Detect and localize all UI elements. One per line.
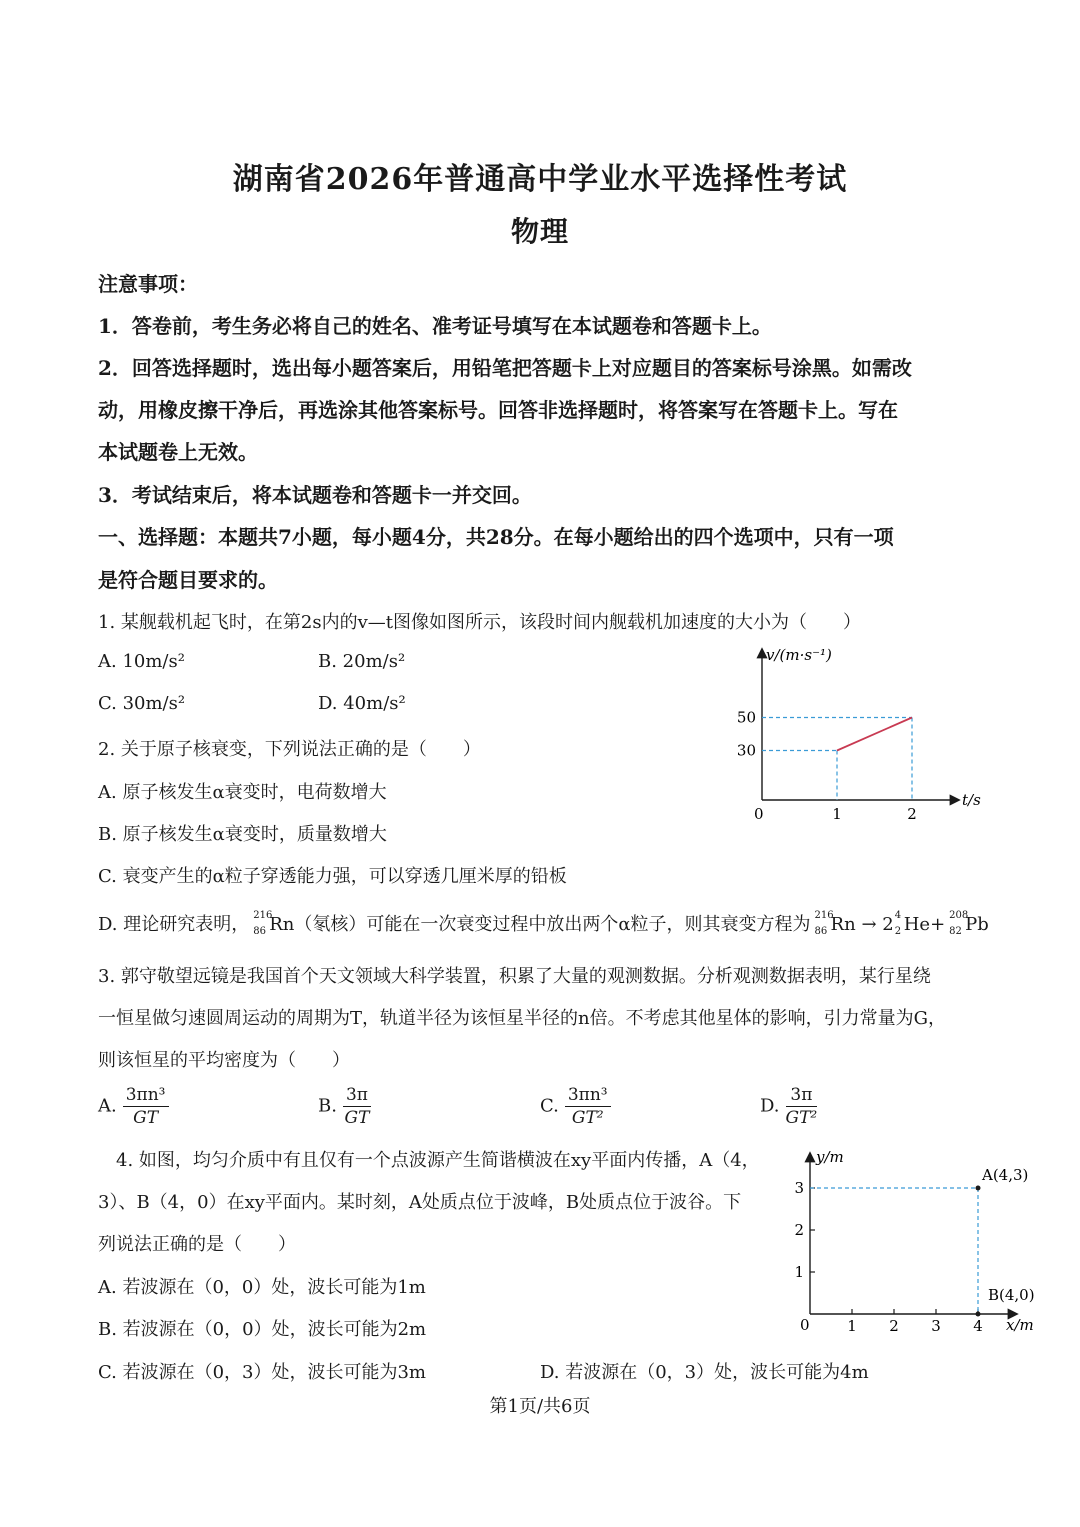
notice-item-1: 1．答卷前，考生务必将自己的姓名、准考证号填写在本试题卷和答题卡上。 [98,314,772,338]
q1-x-tick-1: 1 [832,805,842,823]
q4-x-tick-4: 4 [973,1317,983,1335]
plus-sign: + [930,914,946,935]
q3-line-3: 则该恒星的平均密度为（ ） [98,1050,350,1071]
notice-item-3: 3．考试结束后，将本试题卷和答题卡一并交回。 [98,483,532,507]
q3-option-a: A. $\frac{\text{3πn³}}{GT}$ [98,1084,169,1129]
lead-nuclide: 208 82 Pb [949,910,989,937]
q4-y-tick-1: 1 [794,1263,804,1281]
point-a-label: A(4,3) [982,1166,1029,1184]
alpha-coefficient: 2 [882,914,894,935]
q3-option-b: B. $\frac{3\pi}{GT}$ [318,1085,370,1128]
q3-option-c: C. $\frac{\text{3πn³}}{\text{GT²}}$ [540,1084,611,1129]
q3-option-d: D. $\frac{3\pi}{\text{GT²}}$ [760,1085,818,1128]
section-1-line-2: 是符合题目要求的。 [98,568,278,592]
notice-heading: 注意事项： [98,272,198,296]
q1-option-d: D. 40m/s² [318,693,406,714]
q2-option-d [98,910,989,936]
q4-x-tick-2: 2 [889,1317,899,1335]
q2-option-b: B. 原子核发生α衰变时，质量数增大 [98,824,387,845]
q4-origin: 0 [800,1316,810,1334]
q1-vt-segment [837,718,912,751]
q4-x-tick-1: 1 [847,1317,857,1335]
page-number: 第1页/共6页 [489,1396,591,1417]
decay-arrow: → [861,914,877,935]
q4-y-tick-3: 3 [794,1179,804,1197]
notice-item-2-line-1: 2．回答选择题时，选出每小题答案后，用铅笔把答题卡上对应题目的答案标号涂黑。如需改 [98,356,912,380]
q4-xy-graph [780,1140,1060,1340]
q4-option-b: B. 若波源在（0，0）处，波长可能为2m [98,1319,427,1340]
q4-line-1: 4. 如图，均匀介质中有且仅有一个点波源产生简谐横波在xy平面内传播，A（4， [116,1150,760,1171]
q1-option-c: C. 30m/s² [98,693,186,714]
q1-y-tick-50: 50 [736,708,756,727]
q4-line-2: 3）、B（4，0）在xy平面内。某时刻，A处质点位于波峰，B处质点位于波谷。下 [98,1192,742,1213]
q1-x-tick-2: 2 [907,805,917,823]
q1-y-tick-30: 30 [736,741,756,760]
q1-option-a: A. 10m/s² [98,651,185,672]
q4-option-d: D. 若波源在（0，3）处，波长可能为4m [540,1362,869,1383]
q4-x-label: x/m [1006,1316,1034,1334]
helium-nuclide: 4 2 He [894,910,931,937]
q2-option-a: A. 原子核发生α衰变时，电荷数增大 [98,782,387,803]
q4-line-3: 列说法正确的是（ ） [98,1234,296,1255]
q2-stem: 2. 关于原子核衰变，下列说法正确的是（ ） [98,739,481,760]
point-b-marker [976,1312,981,1317]
q1-y-label: v/(m·s⁻¹) [766,646,832,664]
q2-option-c: C. 衰变产生的α粒子穿透能力强，可以穿透几厘米厚的铅板 [98,866,567,887]
q1-origin: 0 [754,805,764,823]
q4-ticks [810,1188,978,1314]
radon-nuclide-eq: 216 86 Rn [814,910,856,937]
q4-y-label: y/m [816,1148,844,1166]
point-b-label: B(4,0) [988,1286,1035,1304]
subject-title: 物理 [510,215,569,248]
notice-item-2-line-2: 动，用橡皮擦干净后，再选涂其他答案标号。回答非选择题时，将答案写在答题卡上。写在 [98,398,898,422]
radon-nuclide: 216 86 Rn [253,910,295,937]
q4-option-a: A. 若波源在（0，0）处，波长可能为1m [98,1277,426,1298]
q1-option-b: B. 20m/s² [318,651,406,672]
q4-option-c: C. 若波源在（0，3）处，波长可能为3m [98,1362,426,1383]
q4-y-tick-2: 2 [794,1221,804,1239]
q3-line-1: 3. 郭守敬望远镜是我国首个天文领域大科学装置，积累了大量的观测数据。分析观测数据表明，某行星绕 [98,966,931,987]
notice-item-2-line-3: 本试题卷上无效。 [98,440,258,464]
q3-line-2: 一恒星做匀速圆周运动的周期为T，轨道半径为该恒星半径的n倍。不考虑其他星体的影响，引力常量为G， [98,1008,946,1029]
section-1-line-1: 一、选择题：本题共7小题，每小题4分，共28分。在每小题给出的四个选项中，只有一项 [98,525,894,549]
q4-x-tick-3: 3 [931,1317,941,1335]
q1-x-label: t/s [962,791,981,809]
q2-d-prefix: D. 理论研究表明， [98,914,250,935]
q2-d-mid: （氡核）可能在一次衰变过程中放出两个α粒子，则其衰变方程为 [294,914,811,935]
point-a-marker [976,1186,981,1191]
exam-title: 湖南省2026年普通高中学业水平选择性考试 [232,162,848,197]
q1-vt-graph [720,636,1000,836]
q1-stem: 1. 某舰载机起飞时，在第2s内的v—t图像如图所示，该段时间内舰载机加速度的大小为（ ） [98,612,861,633]
